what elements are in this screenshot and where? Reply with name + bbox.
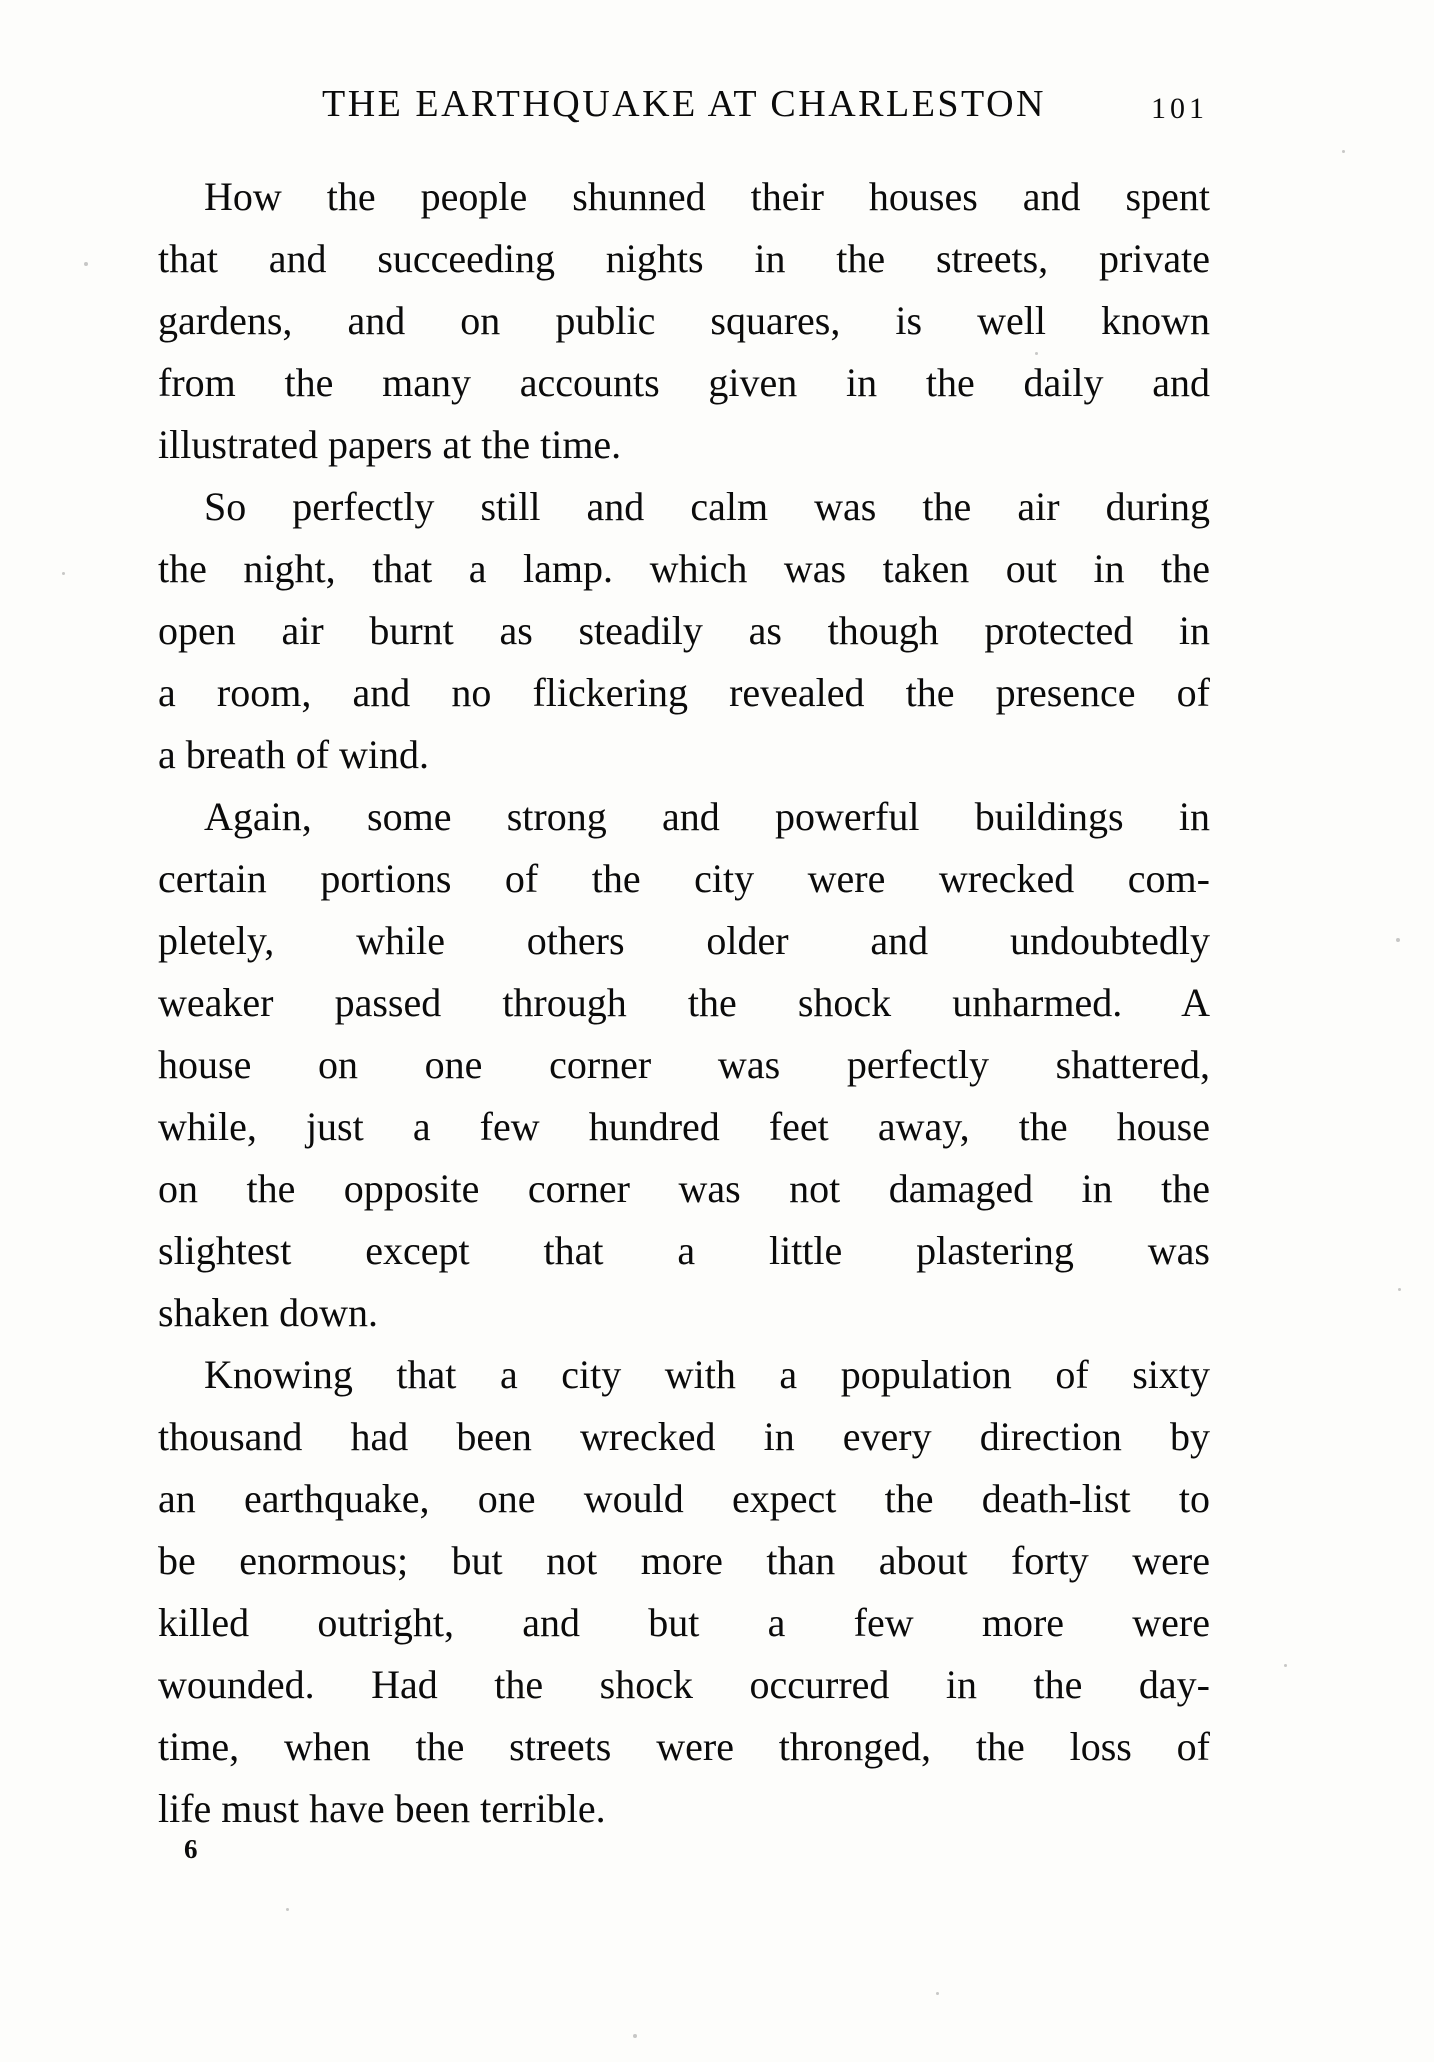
text-line: Knowing that a city with a population of sixty xyxy=(204,1352,1210,1397)
text-line: thousand had been wrecked in every direction by xyxy=(158,1414,1210,1459)
scan-speckle xyxy=(1398,1288,1401,1291)
text-line: the night, that a lamp. which was taken out in the xyxy=(158,546,1210,591)
scan-speckle xyxy=(62,572,65,575)
text-line: from the many accounts given in the daily and xyxy=(158,360,1210,405)
text-line: an earthquake, one would expect the death-list to xyxy=(158,1476,1210,1521)
text-line: a breath of wind. xyxy=(158,732,430,777)
text-line: house on one corner was perfectly shattered, xyxy=(158,1042,1210,1087)
text-line: wounded. Had the shock occurred in the day- xyxy=(158,1662,1210,1707)
scan-speckle xyxy=(84,262,88,266)
scan-speckle xyxy=(1035,352,1038,355)
paragraph-3 xyxy=(158,786,1210,1344)
paragraph-4 xyxy=(158,1344,1210,1840)
scan-speckle xyxy=(936,1992,939,1995)
paragraph-1 xyxy=(158,166,1210,476)
text-line: So perfectly still and calm was the air during xyxy=(204,484,1210,529)
text-line: killed outright, and but a few more were xyxy=(158,1600,1210,1645)
scan-speckle xyxy=(1396,938,1400,942)
text-line: Again, some strong and powerful buildings in xyxy=(204,794,1210,839)
text-line: time, when the streets were thronged, the loss of xyxy=(158,1724,1210,1769)
text-line: open air burnt as steadily as though protected in xyxy=(158,608,1210,653)
text-line: How the people shunned their houses and spent xyxy=(204,174,1210,219)
text-block xyxy=(158,166,1210,1840)
page-number: 101 xyxy=(1151,92,1208,125)
text-line: that and succeeding nights in the streets, private xyxy=(158,236,1210,281)
paragraph-2 xyxy=(158,476,1210,786)
scan-speckle xyxy=(1342,150,1345,153)
text-line: life must have been terrible. xyxy=(158,1786,606,1831)
text-line: weaker passed through the shock unharmed. A xyxy=(158,980,1210,1025)
scan-speckle xyxy=(1284,1664,1287,1667)
page-header xyxy=(158,82,1210,134)
text-line: illustrated papers at the time. xyxy=(158,422,622,467)
signature-mark: 6 xyxy=(184,1834,199,1864)
text-line: pletely, while others older and undoubtedly xyxy=(158,918,1210,963)
text-line: slightest except that a little plastering was xyxy=(158,1228,1210,1273)
text-line: shaken down. xyxy=(158,1290,378,1335)
running-head-title: THE EARTHQUAKE AT CHARLESTON xyxy=(322,83,1046,125)
text-line: on the opposite corner was not damaged in the xyxy=(158,1166,1210,1211)
scan-speckle xyxy=(286,1908,289,1911)
text-line: a room, and no flickering revealed the presence of xyxy=(158,670,1210,715)
text-line: certain portions of the city were wrecked com- xyxy=(158,856,1210,901)
scan-speckle xyxy=(633,2034,637,2038)
text-line: while, just a few hundred feet away, the house xyxy=(158,1104,1210,1149)
text-line: gardens, and on public squares, is well known xyxy=(158,298,1210,343)
text-line: be enormous; but not more than about forty were xyxy=(158,1538,1210,1583)
